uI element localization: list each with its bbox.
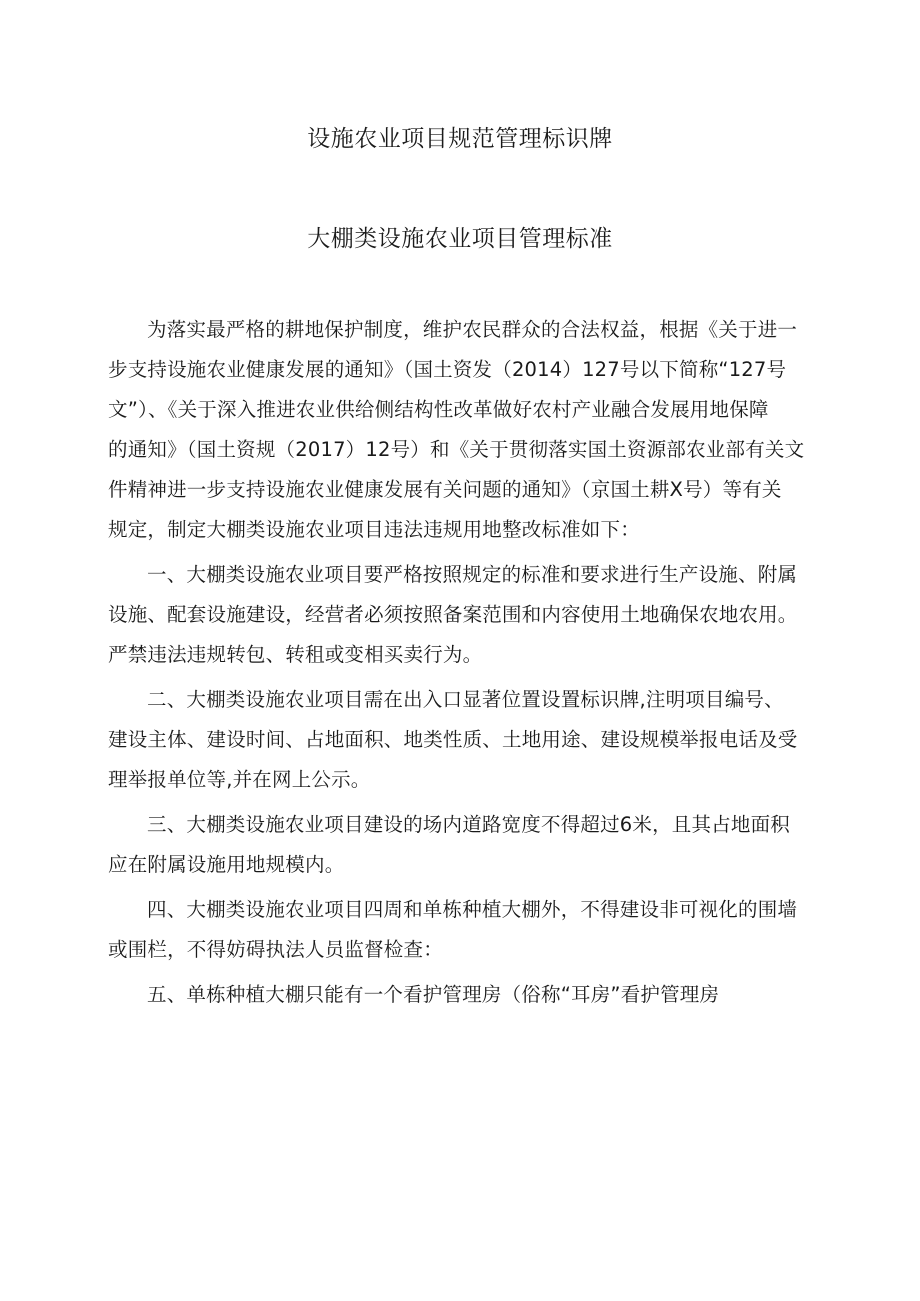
paragraph-line: 规定，制定大棚类设施农业项目违法违规用地整改标准如下：	[108, 518, 640, 541]
paragraph-line: 步支持设施农业健康发展的通知》（国土资发（2014）127号以下简称“127号	[108, 358, 787, 381]
paragraph-item-5	[108, 975, 820, 1015]
paragraph-line: 一、大棚类设施农业项目要严格按照规定的标准和要求进行生产设施、附属	[147, 563, 798, 586]
paragraph-line: 的通知》（国土资规（2017）12号）和《关于贯彻落实国土资源部农业部有关文	[108, 438, 805, 461]
paragraph-line: 设施、配套设施建设，经营者必须按照备案范围和内容使用土地确保农地农用。	[108, 603, 798, 626]
paragraph-line: 严禁违法违规转包、转租或变相买卖行为。	[108, 643, 483, 666]
paragraph-line: 二、大棚类设施农业项目需在出入口显著位置设置标识牌,注明项目编号、	[147, 688, 784, 711]
document-title: 设施农业项目规范管理标识牌	[307, 126, 613, 152]
paragraph-line: 四、大棚类设施农业项目四周和单栋种植大棚外，不得建设非可视化的围墙	[147, 898, 798, 921]
document-body	[108, 310, 820, 1015]
paragraph-line: 建设主体、建设时间、占地面积、地类性质、土地用途、建设规模举报电话及受	[108, 728, 798, 751]
paragraph-item-2	[108, 680, 820, 800]
paragraph-item-4	[108, 890, 820, 970]
paragraph-item-1	[108, 555, 820, 675]
paragraph-line: 文”）、《关于深入推进农业供给侧结构性改革做好农村产业融合发展用地保障	[108, 398, 769, 421]
paragraph-line: 三、大棚类设施农业项目建设的场内道路宽度不得超过6米，且其占地面积	[147, 813, 791, 836]
paragraph-line: 件精神进一步支持设施农业健康发展有关问题的通知》（京国土耕X号）等有关	[108, 478, 782, 501]
paragraph-line: 为落实最严格的耕地保护制度，维护农民群众的合法权益，根据《关于进一	[147, 318, 798, 341]
paragraph-intro	[108, 310, 820, 550]
paragraph-line: 应在附属设施用地规模内。	[108, 853, 345, 876]
paragraph-line: 理举报单位等,并在网上公示。	[108, 768, 371, 791]
paragraph-item-3	[108, 805, 820, 885]
paragraph-line: 或围栏，不得妨碍执法人员监督检查：	[108, 938, 443, 961]
paragraph-line: 五、单栋种植大棚只能有一个看护管理房（俗称“耳房”看护管理房	[147, 983, 720, 1006]
document-subtitle: 大棚类设施农业项目管理标准	[307, 226, 613, 252]
